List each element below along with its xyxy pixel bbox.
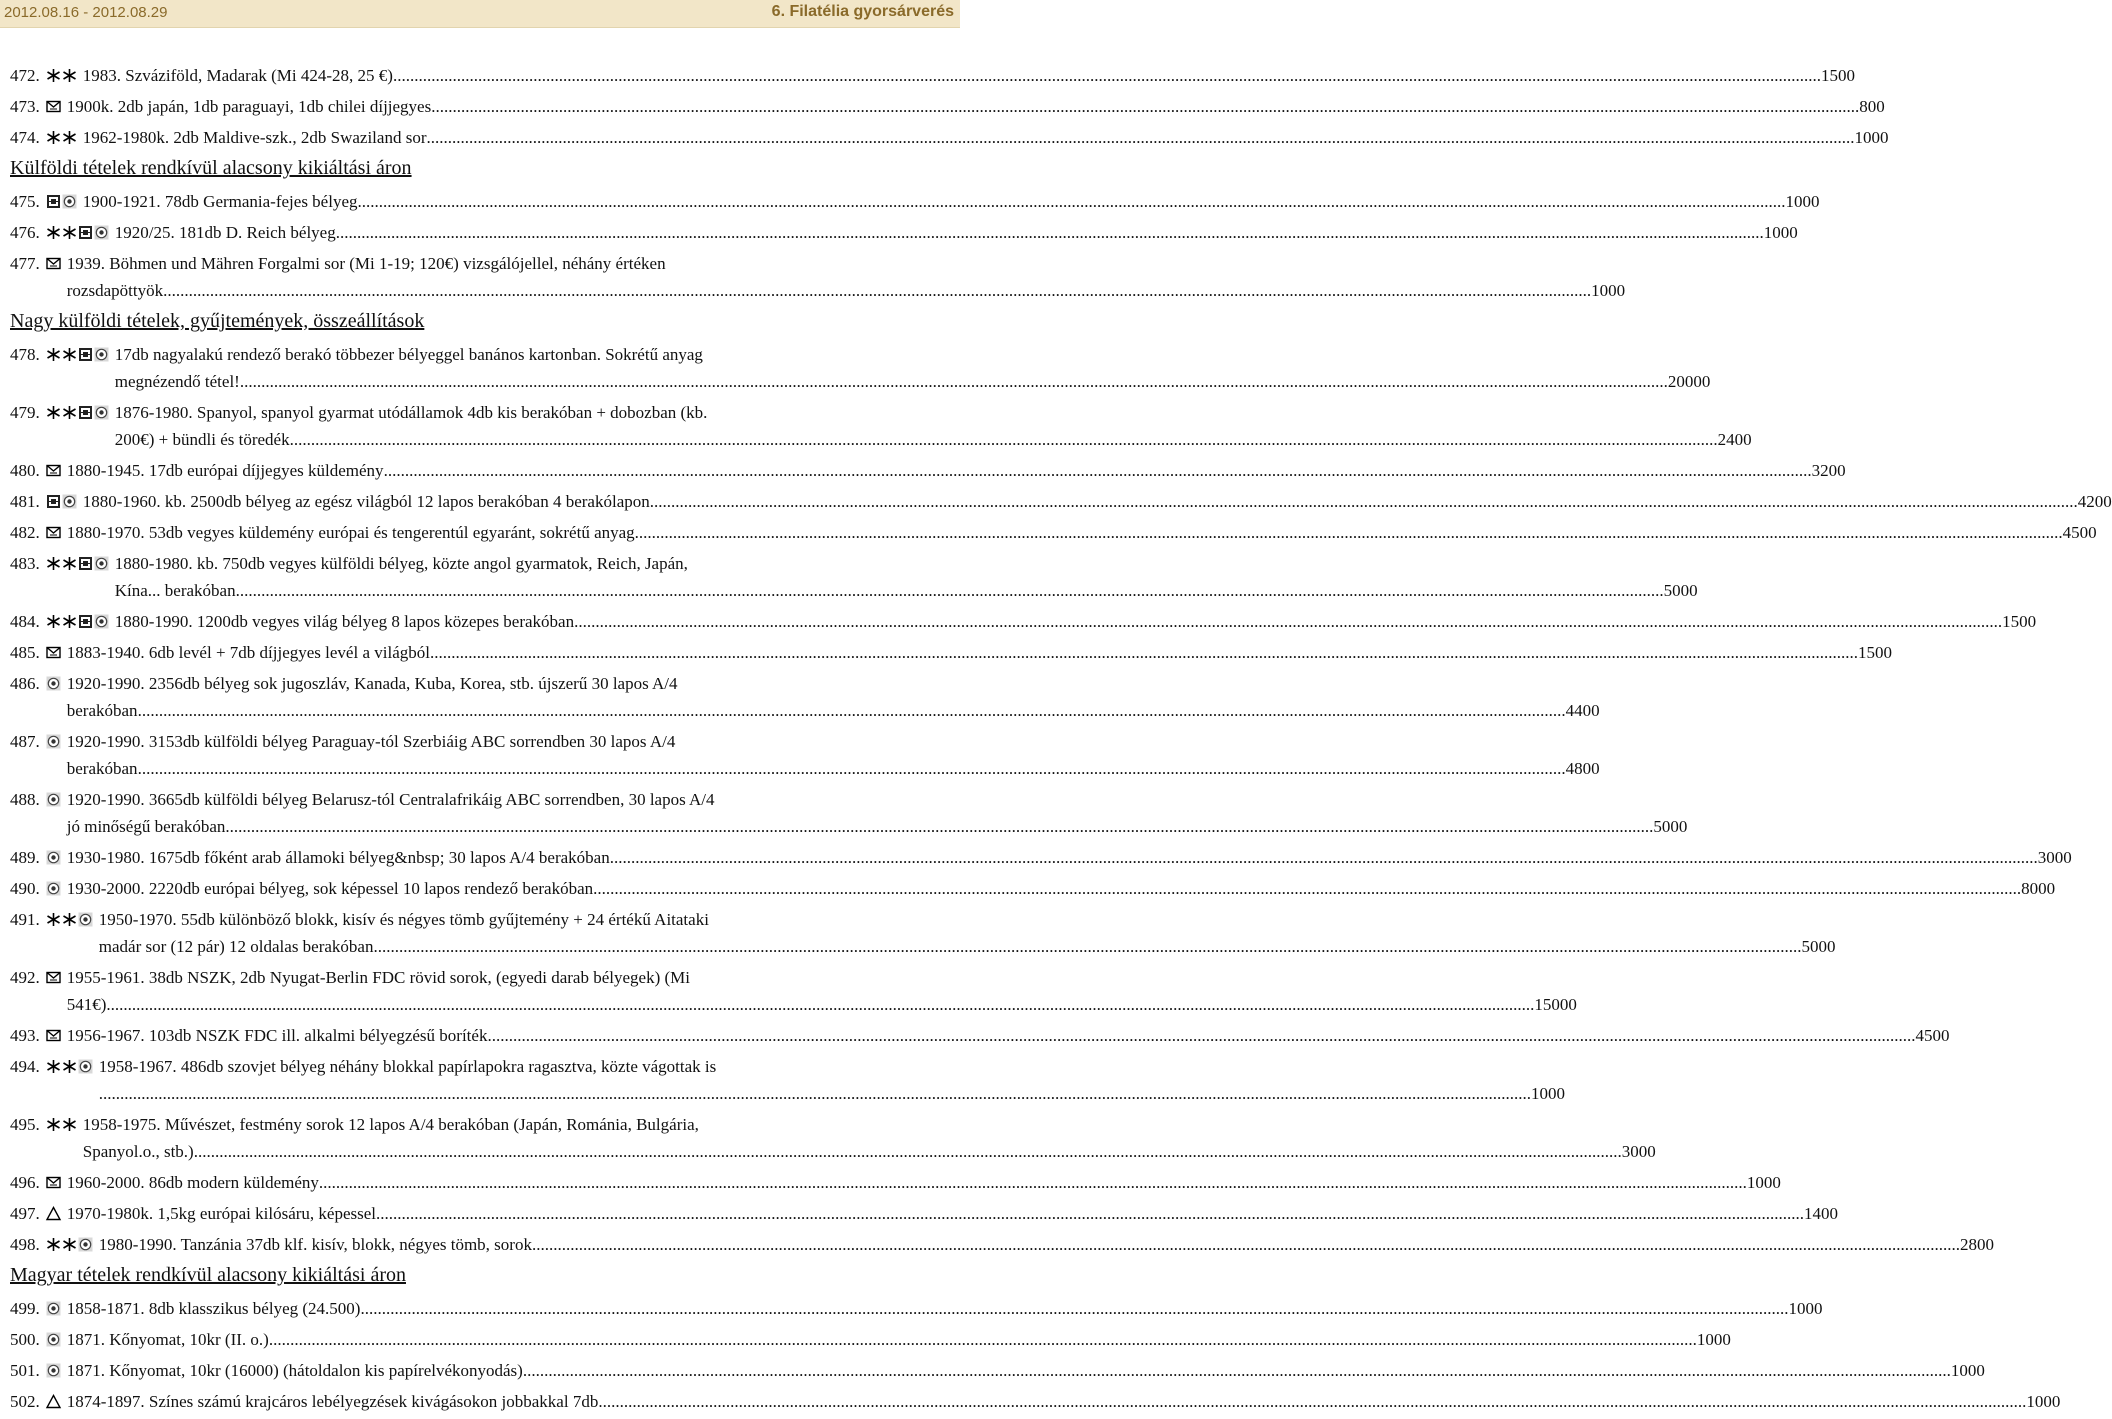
lot-starting-price: 1000 [1788, 1299, 1823, 1318]
dot-leader [574, 608, 2002, 635]
mint-star-icon [62, 1117, 77, 1132]
dot-leader [240, 368, 1668, 395]
lot-number: 491. [10, 910, 40, 929]
lot-condition-icons [46, 250, 61, 277]
used-circle-icon [62, 194, 77, 209]
lot-number: 475. [10, 192, 40, 211]
lot-number: 495. [10, 1115, 40, 1134]
lot-text: 1960-2000. 86db modern küldemény [66, 1173, 319, 1192]
lot-starting-price: 800 [1859, 97, 1885, 116]
lot-number: 472. [10, 66, 40, 85]
lot-description [67, 844, 2072, 871]
lot-text: 1883-1940. 6db levél + 7db díjjegyes levél a világból [66, 643, 430, 662]
lot-condition-icons [46, 1231, 93, 1258]
lot-number: 490. [10, 879, 40, 898]
lot-row [10, 341, 1711, 395]
hinged-square-icon [78, 556, 93, 571]
lot-number: 476. [10, 223, 40, 242]
dot-leader [393, 62, 1821, 89]
lot-row [10, 639, 1892, 666]
lot-number: 478. [10, 345, 40, 364]
lot-condition-icons [46, 188, 77, 215]
lot-number: 483. [10, 554, 40, 573]
used-circle-icon [78, 1059, 93, 1074]
envelope-icon [46, 99, 61, 114]
lot-text: 1930-2000. 2220db európai bélyeg, sok képessel 10 lapos rendező berakóban [66, 879, 594, 898]
lot-number: 473. [10, 97, 40, 116]
lot-number: 500. [10, 1330, 40, 1349]
lot-row [10, 728, 1600, 782]
dot-leader [376, 1200, 1804, 1227]
lot-description [67, 519, 2097, 546]
mint-star-icon [62, 130, 77, 145]
lot-condition-icons [46, 1022, 61, 1049]
used-circle-icon [62, 494, 77, 509]
lot-text: 1880-1990. 1200db vegyes világ bélyeg 8 lapos közepes berakóban [114, 612, 575, 631]
lot-text: 1980-1990. Tanzánia 37db klf. kisív, blokk, négyes tömb, sorok [98, 1235, 532, 1254]
lot-text-continued: 541€) [66, 995, 107, 1014]
mint-star-icon [62, 912, 77, 927]
lot-condition-icons [46, 488, 77, 515]
lot-number: 486. [10, 674, 40, 693]
lot-starting-price: 5000 [1653, 817, 1688, 836]
lot-row [10, 1231, 1994, 1258]
lot-text: 1970-1980k. 1,5kg európai kilósáru, képessel [66, 1204, 376, 1223]
envelope-icon [46, 1175, 61, 1190]
lot-text: 1962-1980k. 2db Maldive-szk., 2db Swaziland sor [82, 128, 427, 147]
lot-description [83, 124, 1889, 151]
section-heading: Magyar tételek rendkívül alacsony kikiáltási áron [10, 1264, 406, 1286]
dot-leader [225, 813, 1653, 840]
mint-star-icon [46, 614, 61, 629]
section-heading: Nagy külföldi tételek, gyűjtemények, összeállítások [10, 310, 425, 332]
lot-text: 1900-1921. 78db Germania-fejes bélyeg [82, 192, 358, 211]
lot-description [115, 399, 1752, 453]
mint-star-icon [62, 614, 77, 629]
lot-text: 1874-1897. Színes számú krajcáros lebélyegzések kivágásokon jobbakkal 7db [66, 1392, 599, 1411]
lot-row [10, 550, 1698, 604]
lot-row [10, 219, 1798, 246]
lot-starting-price: 8000 [2021, 879, 2056, 898]
mint-star-icon [46, 347, 61, 362]
lot-text: 1920-1990. 3153db külföldi bélyeg Paraguay-tól Szerbiáig ABC sorrendben 30 lapos A/4 [66, 732, 676, 751]
used-circle-icon [46, 1301, 61, 1316]
lot-description [115, 550, 1698, 604]
hinged-square-icon [78, 225, 93, 240]
used-circle-icon [94, 405, 109, 420]
lot-description [67, 670, 1600, 724]
mint-star-icon [62, 225, 77, 240]
mint-star-icon [62, 1237, 77, 1252]
dot-leader [373, 933, 1801, 960]
dot-leader [635, 519, 2063, 546]
mint-star-icon [46, 130, 61, 145]
lot-row [10, 62, 1855, 89]
lot-condition-icons [46, 124, 77, 151]
dot-leader [487, 1022, 1915, 1049]
lot-text: 1871. Kőnyomat, 10kr (16000) (hátoldalon kis papírelvékonyodás) [66, 1361, 523, 1380]
lot-text-continued: Spanyol.o., stb.) [82, 1142, 194, 1161]
lot-text: 1900k. 2db japán, 1db paraguayi, 1db chilei díjjegyes [66, 97, 432, 116]
dot-leader [103, 1080, 1531, 1107]
mint-star-icon [46, 405, 61, 420]
lot-number: 498. [10, 1235, 40, 1254]
lot-description [99, 1053, 1565, 1107]
dot-leader [138, 697, 1566, 724]
lot-text: 1920-1990. 3665db külföldi bélyeg Belarusz-tól Centralafrikáig ABC sorrendben, 30 lapos A/4 [66, 790, 715, 809]
lot-condition-icons [46, 728, 61, 755]
mint-star-icon [46, 556, 61, 571]
lot-starting-price: 4200 [2077, 492, 2112, 511]
lot-condition-icons [46, 1053, 93, 1080]
lot-condition-icons [46, 1111, 77, 1138]
dot-leader [430, 639, 1858, 666]
lot-description [115, 341, 1711, 395]
lot-condition-icons [46, 219, 109, 246]
lot-condition-icons [46, 399, 109, 426]
lot-description [83, 488, 2112, 515]
used-circle-icon [46, 676, 61, 691]
dot-leader [319, 1169, 1747, 1196]
lot-condition-icons [46, 875, 61, 902]
lot-condition-icons [46, 1295, 61, 1322]
lot-row [10, 1295, 1823, 1322]
mint-star-icon [62, 347, 77, 362]
lot-starting-price: 2800 [1959, 1235, 1994, 1254]
auction-title: 6. Filatélia gyorsárverés [771, 3, 954, 20]
lot-starting-price: 1000 [1696, 1330, 1731, 1349]
lot-number: 497. [10, 1204, 40, 1223]
envelope-icon [46, 645, 61, 660]
used-circle-icon [46, 734, 61, 749]
lot-number: 474. [10, 128, 40, 147]
envelope-icon [46, 970, 61, 985]
lot-condition-icons [46, 906, 93, 933]
lot-row [10, 964, 1577, 1018]
lot-text-continued: berakóban [66, 759, 138, 778]
lot-starting-price: 4500 [1915, 1026, 1950, 1045]
lot-description [99, 906, 1836, 960]
lot-row [10, 844, 2072, 871]
lot-starting-price: 1000 [1763, 223, 1798, 242]
used-circle-icon [78, 1237, 93, 1252]
lot-condition-icons [46, 670, 61, 697]
lot-text: 1876-1980. Spanyol, spanyol gyarmat utódállamok 4db kis berakóban + dobozban (kb. [114, 403, 708, 422]
mint-star-icon [46, 1117, 61, 1132]
lot-text: 1955-1961. 38db NSZK, 2db Nyugat-Berlin FDC rövid sorok, (egyedi darab bélyegek) (Mi [66, 968, 690, 987]
page-header [0, 0, 960, 28]
envelope-icon [46, 463, 61, 478]
lot-number: 501. [10, 1361, 40, 1380]
lot-number: 482. [10, 523, 40, 542]
lot-description [115, 608, 2036, 635]
lot-description [67, 457, 1846, 484]
lot-text-continued: madár sor (12 pár) 12 oldalas berakóban [98, 937, 374, 956]
dot-leader [426, 124, 1854, 151]
mint-star-icon [46, 225, 61, 240]
lot-condition-icons [46, 1357, 61, 1384]
used-circle-icon [94, 614, 109, 629]
used-circle-icon [94, 347, 109, 362]
lot-row [10, 875, 2056, 902]
lot-text: 1871. Kőnyomat, 10kr (II. o.) [66, 1330, 269, 1349]
lot-starting-price: 1500 [1857, 643, 1892, 662]
lot-starting-price: 20000 [1667, 372, 1711, 391]
dot-leader [523, 1357, 1951, 1384]
dot-leader [106, 991, 1534, 1018]
lot-description [67, 1169, 1781, 1196]
lot-row [10, 124, 1889, 151]
lot-starting-price: 5000 [1663, 581, 1698, 600]
lot-number: 493. [10, 1026, 40, 1045]
lot-condition-icons [46, 519, 61, 546]
auction-dates: 2012.08.16 - 2012.08.29 [4, 4, 168, 21]
lot-condition-icons [46, 1388, 61, 1415]
lot-starting-price: 1000 [1854, 128, 1889, 147]
dot-leader [650, 488, 2078, 515]
lot-row [10, 1111, 1656, 1165]
lot-text: 1920-1990. 2356db bélyeg sok jugoszláv, Kanada, Kuba, Korea, stb. újszerű 30 lapos A/4 [66, 674, 678, 693]
lot-starting-price: 1000 [1746, 1173, 1781, 1192]
lot-text: 1983. Szváziföld, Madarak (Mi 424-28, 25 €) [82, 66, 393, 85]
hinged-square-icon [78, 614, 93, 629]
lot-starting-price: 4800 [1565, 759, 1600, 778]
lot-description [67, 1200, 1838, 1227]
lot-starting-price: 1000 [1531, 1084, 1565, 1103]
lot-number: 479. [10, 403, 40, 422]
dot-leader [138, 755, 1566, 782]
lot-row [10, 1388, 2061, 1415]
mint-star-icon [46, 68, 61, 83]
dot-leader [163, 277, 1591, 304]
lot-starting-price: 1000 [1785, 192, 1820, 211]
lot-starting-price: 3200 [1811, 461, 1846, 480]
lot-text-continued: Kína... berakóban [114, 581, 236, 600]
lot-condition-icons [46, 1200, 61, 1227]
lot-text-continued: jó minőségű berakóban [66, 817, 226, 836]
lot-description [67, 1326, 1731, 1353]
lot-number: 480. [10, 461, 40, 480]
dot-leader [269, 1326, 1697, 1353]
lot-description [67, 875, 2055, 902]
lot-condition-icons [46, 550, 109, 577]
dot-leader [358, 188, 1786, 215]
lot-description [67, 250, 1625, 304]
lot-number: 489. [10, 848, 40, 867]
dot-leader [593, 875, 2021, 902]
used-circle-icon [46, 850, 61, 865]
lot-text: 1880-1960. kb. 2500db bélyeg az egész világból 12 lapos berakóban 4 berakólapon [82, 492, 650, 511]
lot-number: 484. [10, 612, 40, 631]
used-circle-icon [46, 1363, 61, 1378]
lot-text: 1858-1871. 8db klasszikus bélyeg (24.500) [66, 1299, 361, 1318]
lot-row [10, 1053, 1565, 1107]
lot-number: 492. [10, 968, 40, 987]
dot-leader [384, 457, 1812, 484]
kiloware-triangle-icon [46, 1206, 61, 1221]
envelope-icon [46, 1028, 61, 1043]
lot-description [83, 1111, 1656, 1165]
mint-star-icon [62, 1059, 77, 1074]
lot-description [67, 728, 1600, 782]
used-circle-icon [46, 881, 61, 896]
lot-starting-price: 4500 [2062, 523, 2097, 542]
lot-text: 1956-1967. 103db NSZK FDC ill. alkalmi bélyegzésű boríték [66, 1026, 488, 1045]
lot-row [10, 670, 1600, 724]
lot-text: 1958-1975. Művészet, festmény sorok 12 lapos A/4 berakóban (Japán, Románia, Bulgária, [82, 1115, 699, 1134]
lot-text: 1939. Böhmen und Mähren Forgalmi sor (Mi 1-19; 120€) vizsgálójellel, néhány értéken [66, 254, 666, 273]
lot-starting-price: 1500 [2002, 612, 2037, 631]
lot-text-continued: 200€) + bündli és töredék [114, 430, 290, 449]
lot-description [67, 1357, 1985, 1384]
lot-condition-icons [46, 1169, 61, 1196]
lot-description [67, 1388, 2061, 1415]
dot-leader [598, 1388, 2026, 1415]
hinged-square-icon [78, 405, 93, 420]
lot-starting-price: 1400 [1804, 1204, 1838, 1223]
mint-star-icon [62, 405, 77, 420]
lot-description [99, 1231, 1994, 1258]
lot-row [10, 906, 1836, 960]
used-circle-icon [94, 556, 109, 571]
hinged-square-icon [46, 194, 61, 209]
lot-description [67, 93, 1885, 120]
lot-condition-icons [46, 844, 61, 871]
lot-number: 485. [10, 643, 40, 662]
lot-number: 487. [10, 732, 40, 751]
lot-starting-price: 15000 [1534, 995, 1577, 1014]
lot-row [10, 1357, 1985, 1384]
lot-condition-icons [46, 457, 61, 484]
lot-row [10, 1169, 1781, 1196]
lot-condition-icons [46, 786, 61, 813]
dot-leader [236, 577, 1664, 604]
lot-starting-price: 1000 [1950, 1361, 1985, 1380]
lot-row [10, 519, 2097, 546]
lot-description [83, 62, 1855, 89]
lot-condition-icons [46, 964, 61, 991]
lot-row [10, 786, 1688, 840]
dot-leader [336, 219, 1764, 246]
lot-number: 494. [10, 1057, 40, 1076]
lot-condition-icons [46, 1326, 61, 1353]
dot-leader [360, 1295, 1788, 1322]
dot-leader [431, 93, 1859, 120]
lot-row [10, 399, 1752, 453]
lot-row [10, 93, 1885, 120]
lot-text: 1958-1967. 486db szovjet bélyeg néhány blokkal papírlapokra ragasztva, közte vágottak is [98, 1057, 717, 1076]
lot-condition-icons [46, 62, 77, 89]
dot-leader [532, 1231, 1960, 1258]
lot-description [67, 964, 1577, 1018]
lot-text: 1930-1980. 1675db főként arab államoki bélyeg&nbsp; 30 lapos A/4 berakóban [66, 848, 610, 867]
lot-starting-price: 5000 [1801, 937, 1836, 956]
lot-starting-price: 1500 [1820, 66, 1855, 85]
lot-text-continued: rozsdapöttyök [66, 281, 164, 300]
lot-number: 477. [10, 254, 40, 273]
lot-row [10, 457, 1846, 484]
lot-list [10, 62, 2112, 1419]
lot-number: 488. [10, 790, 40, 809]
lot-starting-price: 1000 [1591, 281, 1626, 300]
lot-starting-price: 3000 [1621, 1142, 1656, 1161]
lot-text-continued: megnézendő tétel! [114, 372, 240, 391]
lot-number: 502. [10, 1392, 40, 1411]
lot-row [10, 1200, 1838, 1227]
lot-text: 1880-1980. kb. 750db vegyes külföldi bélyeg, közte angol gyarmatok, Reich, Japán, [114, 554, 688, 573]
lot-number: 499. [10, 1299, 40, 1318]
dot-leader [610, 844, 2038, 871]
lot-description [67, 639, 1892, 666]
lot-text-continued: berakóban [66, 701, 138, 720]
used-circle-icon [94, 225, 109, 240]
mint-star-icon [46, 1059, 61, 1074]
lot-starting-price: 2400 [1717, 430, 1752, 449]
lot-text: 1880-1945. 17db európai díjjegyes küldemény [66, 461, 384, 480]
lot-condition-icons [46, 608, 109, 635]
lot-row [10, 1022, 1950, 1049]
envelope-icon [46, 525, 61, 540]
lot-text: 1880-1970. 53db vegyes küldemény európai és tengerentúl egyaránt, sokrétű anyag [66, 523, 635, 542]
lot-description [67, 1295, 1823, 1322]
hinged-square-icon [78, 347, 93, 362]
lot-row [10, 488, 2112, 515]
mint-star-icon [46, 912, 61, 927]
used-circle-icon [46, 1332, 61, 1347]
lot-number: 496. [10, 1173, 40, 1192]
used-circle-icon [46, 792, 61, 807]
lot-row [10, 1326, 1731, 1353]
lot-starting-price: 4400 [1565, 701, 1600, 720]
lot-text: 17db nagyalakú rendező berakó többezer bélyeggel banános kartonban. Sokrétű anyag [114, 345, 703, 364]
mint-star-icon [62, 68, 77, 83]
mint-star-icon [46, 1237, 61, 1252]
lot-condition-icons [46, 639, 61, 666]
lot-text-continued: . [98, 1084, 103, 1103]
lot-starting-price: 1000 [2026, 1392, 2061, 1411]
envelope-icon [46, 256, 61, 271]
lot-description [83, 188, 1820, 215]
lot-text: 1950-1970. 55db különböző blokk, kisív és négyes tömb gyűjtemény + 24 értékű Aitataki [98, 910, 709, 929]
lot-row [10, 608, 2037, 635]
lot-row [10, 250, 1626, 304]
kiloware-triangle-icon [46, 1394, 61, 1409]
lot-number: 481. [10, 492, 40, 511]
used-circle-icon [78, 912, 93, 927]
lot-description [67, 786, 1688, 840]
lot-condition-icons [46, 341, 109, 368]
lot-description [115, 219, 1798, 246]
mint-star-icon [62, 556, 77, 571]
lot-text: 1920/25. 181db D. Reich bélyeg [114, 223, 336, 242]
hinged-square-icon [46, 494, 61, 509]
lot-starting-price: 3000 [2037, 848, 2072, 867]
lot-description [67, 1022, 1950, 1049]
section-heading: Külföldi tételek rendkívül alacsony kikiáltási áron [10, 157, 412, 179]
dot-leader [290, 426, 1718, 453]
lot-row [10, 188, 1820, 215]
dot-leader [194, 1138, 1622, 1165]
lot-condition-icons [46, 93, 61, 120]
